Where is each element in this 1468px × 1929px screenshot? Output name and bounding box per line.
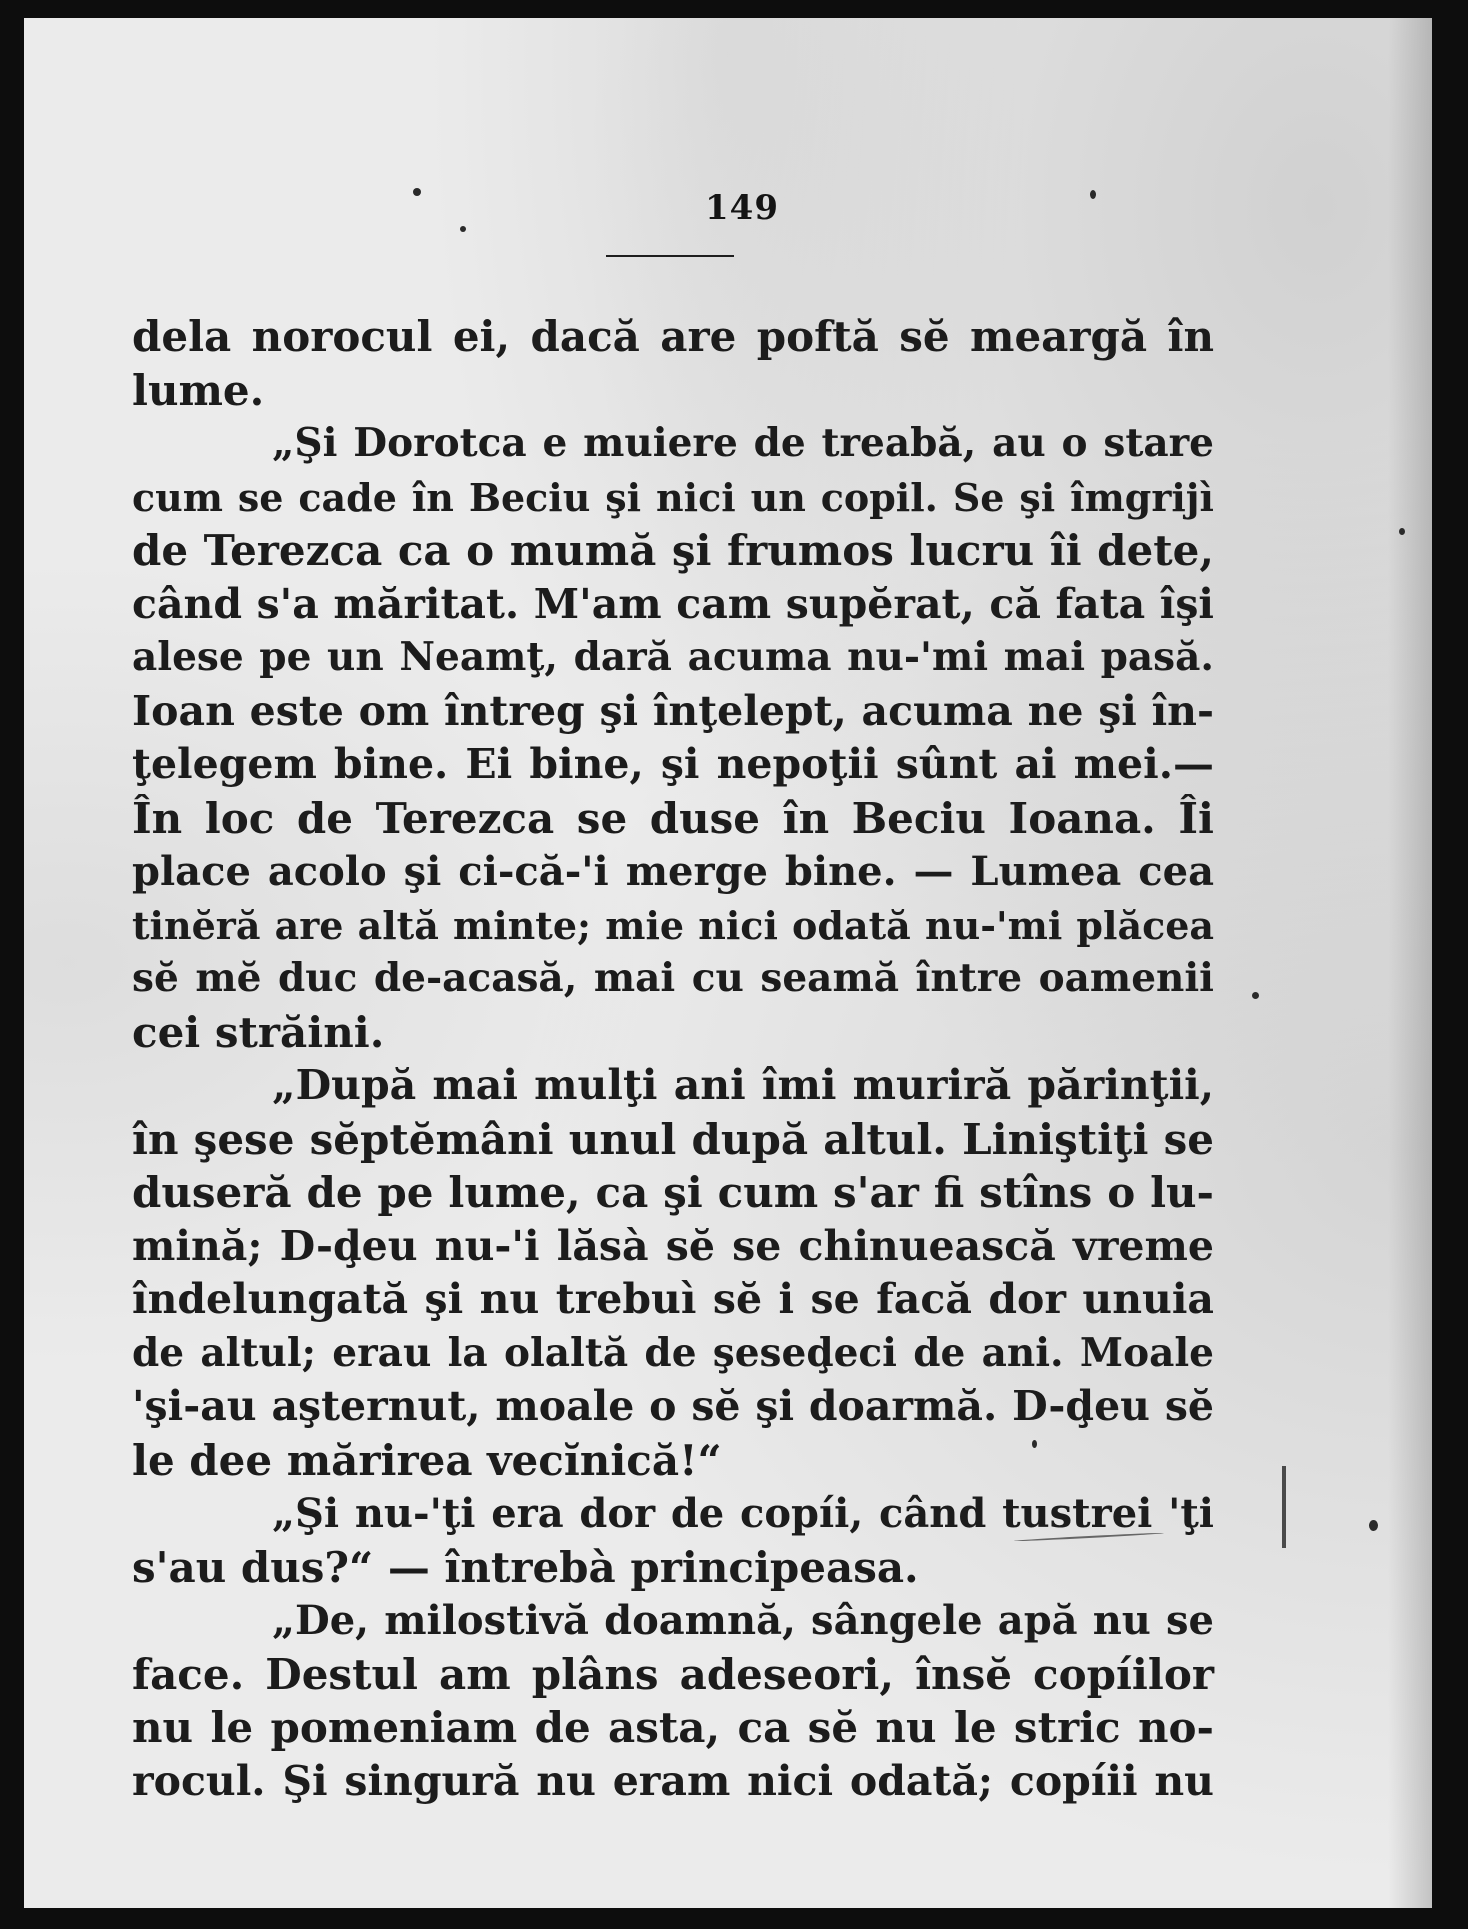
text-line: duseră de pe lume, ca şi cum s'ar fi stîns o lu- xyxy=(132,1168,1214,1217)
text-line: 'şi-au aşternut, moale o sĕ şi doarmă. D-ḑeu sĕ xyxy=(132,1382,1214,1430)
text-line: nu le pomeniam de asta, ca sĕ nu le stric no- xyxy=(132,1703,1214,1752)
text-line: În loc de Terezca se duse în Beciu Ioana. Îi xyxy=(132,793,1214,843)
scan-speck xyxy=(413,188,421,196)
text-line: lume. xyxy=(132,365,265,415)
text-line: tinĕră are altă minte; mie nici odată nu-'mi plăcea xyxy=(132,902,1214,948)
text-line: s'au dus?“ — întrebà principeasa. xyxy=(132,1542,919,1592)
scan-speck xyxy=(460,226,466,232)
scan-speck xyxy=(1399,528,1405,535)
text-line: „Şi Dorotca e muiere de treabă, au o stare xyxy=(272,420,1214,466)
text-line: când s'a măritat. M'am cam supĕrat, că fata îşi xyxy=(132,579,1214,628)
page-edge-shadow xyxy=(1388,18,1432,1908)
text-line: de altul; erau la olaltă de şeseḑeci de ani. Moale xyxy=(132,1329,1214,1376)
text-line: mină; D-ḑeu nu-'i lăsà sĕ se chinuească vreme xyxy=(132,1221,1214,1270)
scan-speck xyxy=(1032,1440,1037,1448)
scan-scratch xyxy=(1282,1466,1286,1548)
text-line: le dee mărirea vecĭnică!“ xyxy=(132,1435,722,1485)
page-number-underline xyxy=(606,255,734,257)
text-line: ţelegem bine. Ei bine, şi nepoţii sûnt ai mei.— xyxy=(132,740,1214,788)
text-line: place acolo şi ci-că-'i merge bine. — Lumea cea xyxy=(132,848,1214,895)
scan-speck xyxy=(1369,1520,1378,1531)
text-line: face. Destul am plâns adeseori, însĕ copíilor xyxy=(132,1649,1214,1699)
text-line: în şese sĕptĕmâni unul după altul. Liniştiţi se xyxy=(132,1114,1214,1164)
text-line: rocul. Şi singură nu eram nici odată; copíii nu xyxy=(132,1756,1214,1805)
scan-speck xyxy=(1090,190,1096,199)
book-page xyxy=(24,18,1432,1908)
page-number: 149 xyxy=(705,188,779,228)
body-text xyxy=(132,310,1214,1808)
scan-speck xyxy=(1252,992,1259,999)
text-line: sĕ mĕ duc de-acasă, mai cu seamă între oamenii xyxy=(132,955,1214,1001)
text-line: alese pe un Neamţ, dară acuma nu-'mi mai pasă. xyxy=(132,634,1214,680)
text-line: de Terezca ca o mumă şi frumos lucru îi dete, xyxy=(132,526,1214,575)
text-line: „După mai mulţi ani îmi muriră părinţii, xyxy=(272,1061,1214,1109)
text-line: „Şi nu-'ţi era dor de copíi, când tustrei 'ţi xyxy=(272,1490,1214,1537)
text-line: îndelungată şi nu trebuì sĕ i se facă dor unuia xyxy=(132,1275,1214,1323)
text-line: „De, milostivă doamnă, sângele apă nu se xyxy=(272,1597,1214,1644)
text-line: dela norocul ei, dacă are poftă sĕ meargă în xyxy=(132,312,1214,361)
text-line: Ioan este om întreg şi înţelept, acuma ne şi în- xyxy=(132,686,1214,735)
text-line: cum se cade în Beciu şi nici un copil. Se şi îmgrijì xyxy=(132,474,1214,520)
text-line: cei străini. xyxy=(132,1007,385,1057)
